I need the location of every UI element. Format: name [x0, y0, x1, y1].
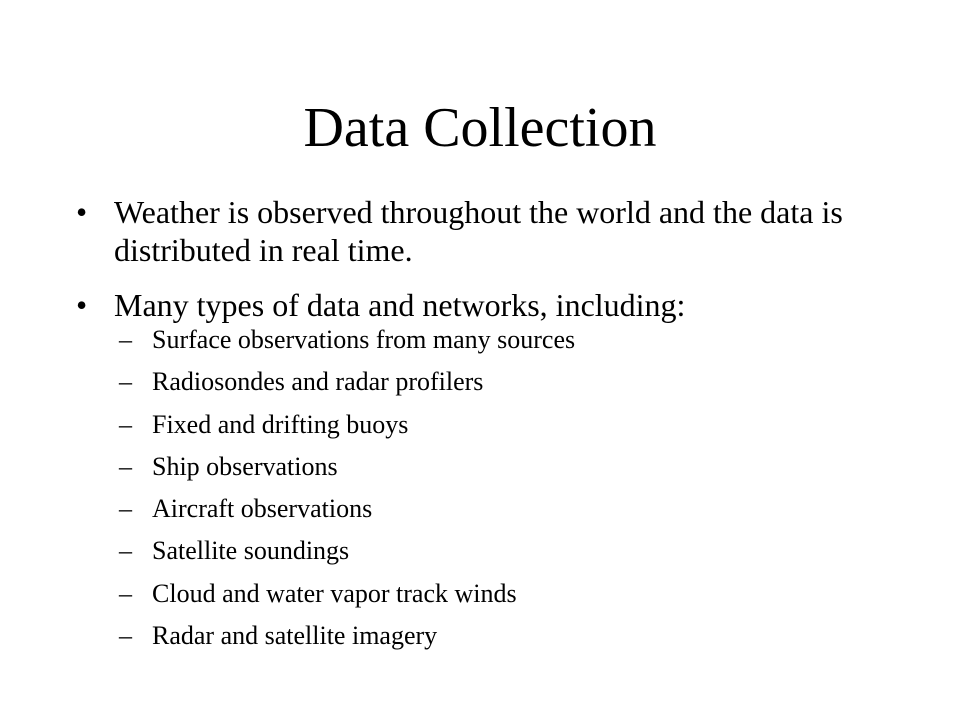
- sub-bullet-text: Surface observations from many sources: [152, 325, 576, 354]
- sub-bullet-text: Satellite soundings: [152, 536, 350, 566]
- bullet-item: [74, 193, 894, 269]
- bullet-item: [74, 286, 894, 324]
- bullet-text: Weather is observed throughout the world and the data is distributed in real time.: [114, 194, 843, 268]
- sub-bullet-text: Cloud and water vapor track winds: [152, 578, 517, 608]
- dash-icon: –: [119, 621, 132, 651]
- sub-bullet-item: [119, 579, 879, 609]
- sub-bullet-item: [119, 494, 879, 524]
- slide-title: Data Collection: [303, 97, 657, 159]
- bullet-list: [74, 193, 894, 341]
- dash-icon: –: [119, 494, 132, 524]
- bullet-icon: •: [76, 287, 88, 323]
- bullet-text: Many types of data and networks, including:: [114, 287, 686, 323]
- dash-icon: –: [119, 325, 132, 354]
- sub-bullet-item: [119, 536, 879, 566]
- sub-bullet-text: Aircraft observations: [152, 494, 373, 524]
- sub-bullet-item: [119, 621, 879, 651]
- dash-icon: –: [119, 536, 132, 566]
- sub-bullet-text: Radiosondes and radar profilers: [152, 367, 484, 397]
- sub-bullet-item: [119, 325, 879, 355]
- sub-bullet-text: Radar and satellite imagery: [152, 621, 438, 651]
- sub-bullet-list: [119, 325, 879, 663]
- dash-icon: –: [119, 409, 132, 439]
- dash-icon: –: [119, 451, 132, 481]
- dash-icon: –: [119, 578, 132, 608]
- sub-bullet-text: Fixed and drifting buoys: [152, 409, 409, 439]
- dash-icon: –: [119, 367, 132, 397]
- sub-bullet-item: [119, 410, 879, 440]
- sub-bullet-text: Ship observations: [152, 451, 338, 481]
- sub-bullet-item: [119, 452, 879, 482]
- bullet-icon: •: [76, 194, 88, 230]
- sub-bullet-item: [119, 367, 879, 397]
